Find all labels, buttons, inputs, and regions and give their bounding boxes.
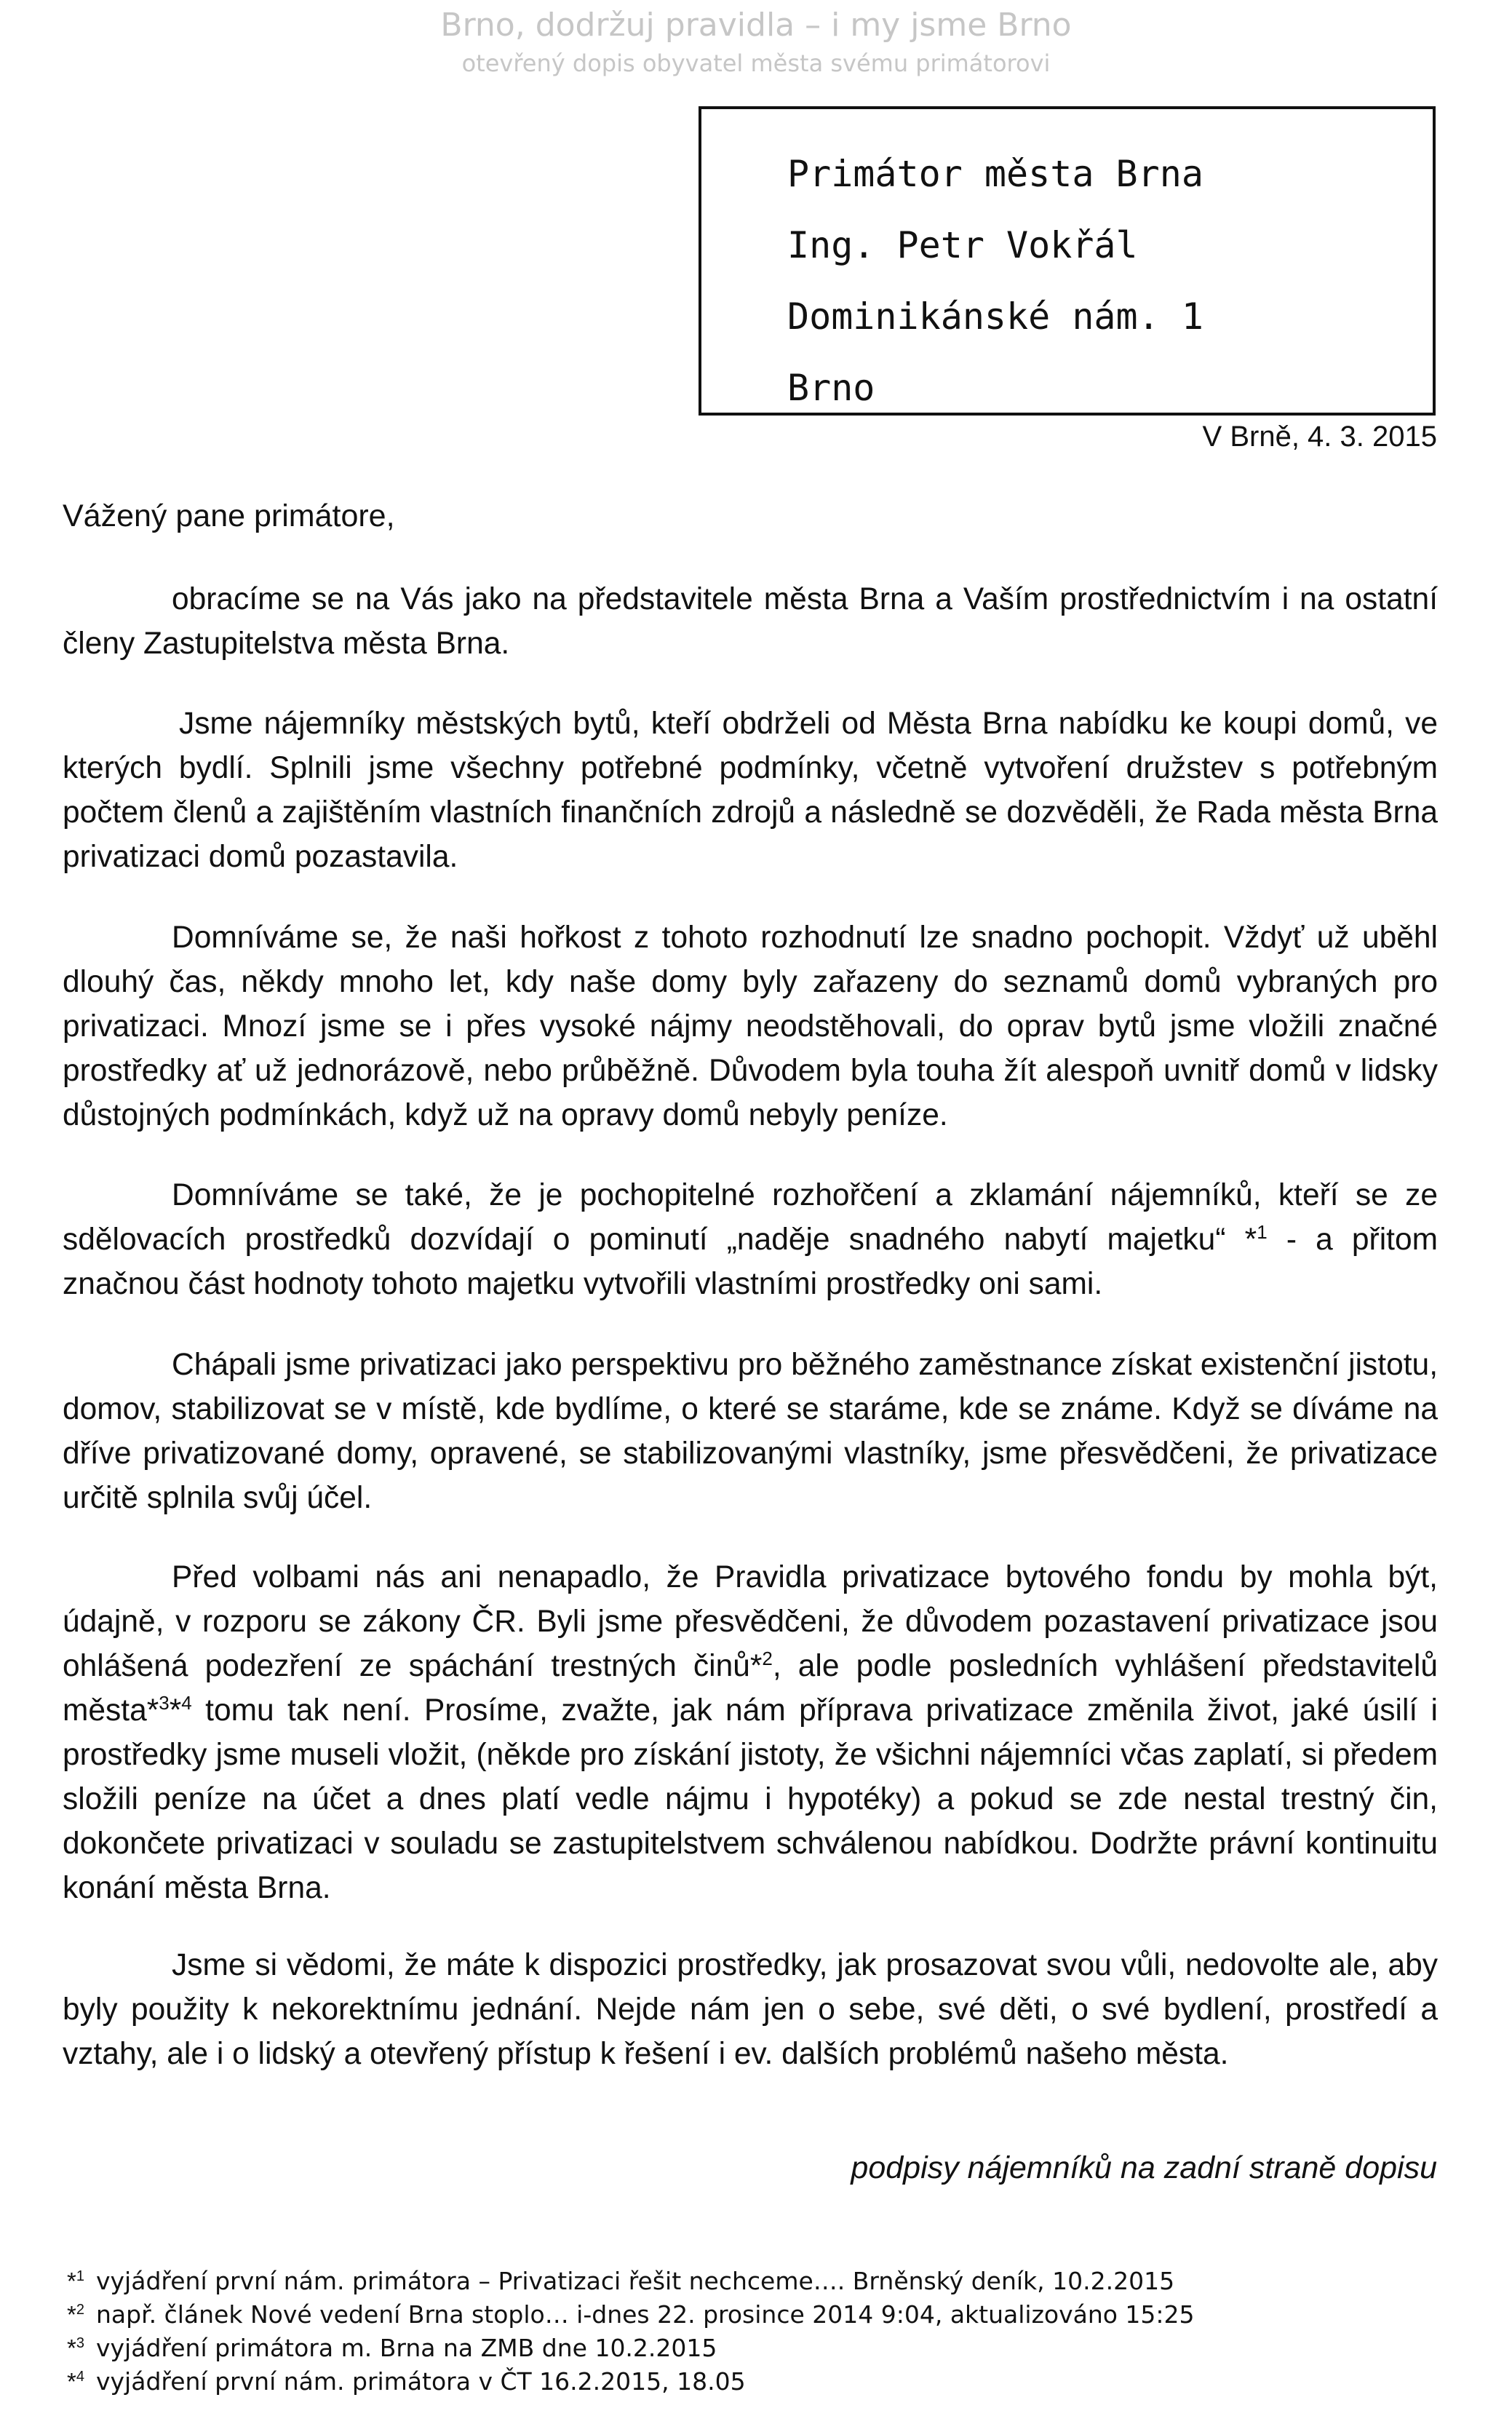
paragraph-text: tomu tak není. Prosíme, zvažte, jak nám příprava privatizace změnila život, jaké úsilí i prostředky jsme museli vložit, (někde pro získání jistoty, že všichni nájemníci včas zaplatí, si předem složili peníze na účet a dnes platí vedle nájmu i hypotéky) a pokud se zde nestal trestný čin, dokončete privatizaci v souladu se zastupitelstvem schválenou nabídkou. Dodržte právní kontinuitu konání města Brna. [63,1693,1438,1905]
footnote-1 [67,2267,1195,2300]
address-line-city: Brno [787,367,875,409]
footnote-text: např. článek Nové vedení Brna stoplo… i-dnes 22. prosince 2014 9:04, aktualizováno 15:25 [96,2300,1195,2329]
footnote-mark: *$^3$ [67,2334,84,2361]
header-title: Brno, dodržuj pravidla – i my jsme Brno [440,7,1072,44]
address-box [699,106,1436,416]
paragraph-text: Domníváme se také, že je pochopitelné rozhořčení a zklamání nájemníků, kteří se ze sdělovacích prostředků dozvídají o pominutí „naděje snadného nabytí majetku“ * [63,1178,1438,1257]
paragraph-text: , ale podle posledních vyhlášení představitelů města* [63,1649,1438,1728]
footnote-ref-3: 3 [159,1691,170,1714]
footnote-mark: *$^2$ [67,2301,84,2328]
paragraph-text: - a přitom značnou část hodnoty tohoto majetku vytvořili vlastními prostředky oni sami. [63,1223,1439,1301]
footnote-ref-1: 1 [1257,1220,1268,1243]
footnote-text: vyjádření primátora m. Brna na ZMB dne 10.2.2015 [96,2334,717,2362]
paragraph-text: * [169,1693,182,1728]
paragraph-text: Před volbami nás ani nenapadlo, že Pravidla privatizace bytového fondu by mohla být, údajně, v rozporu se zákony ČR. Byli jsme přesvědčeni, že důvodem pozastavení privatizace jsou ohlášená podezření ze spáchání trestných činů* [63,1560,1438,1683]
footnote-4 [67,2367,1195,2401]
letter-date: V Brně, 4. 3. 2015 [1202,421,1437,453]
footnote-mark: *$^1$ [67,2268,84,2294]
paragraph-disappointment [63,1173,1438,1306]
paragraph-bitterness: Domníváme se, že naši hořkost z tohoto rozhodnutí lze snadno pochopit. Vždyť už uběhl dlouhý čas, někdy mnoho let, kdy naše domy byly zařazeny do seznamů domů vybraných pro privatizaci. Mnozí jsme se i přes vysoké nájmy neodstěhovali, do oprav bytů jsme vložili značné prostředky ať už jednorázově, nebo průběžně. Důvodem byla touha žít alespoň uvnitř domů v lidsky důstojných podmínkách, když už na opravy domů nebyly peníze. [63,921,1438,1132]
footnote-text: vyjádření první nám. primátora – Privatizaci řešit nechceme…. Brněnský deník, 10.2.2015 [96,2267,1175,2295]
footnote-ref-4: 4 [181,1691,192,1714]
footnotes [67,2267,1195,2401]
paragraph-tenants: Jsme nájemníky městských bytů, kteří obdrželi od Města Brna nabídku ke koupi domů, ve kterých bydlí. Splnili jsme všechny potřebné podmínky, včetně vytvoření družstev s potřebným počtem členů a zajištěním vlastních finančních zdrojů a následně se dozvěděli, že Rada města Brna privatizaci domů pozastavila. [63,707,1438,874]
address-line-name: Ing. Petr Vokřál [787,224,1138,266]
paragraph-intro: obracíme se na Vás jako na představitele města Brna a Vaším prostřednictvím i na ostatní členy Zastupitelstva města Brna. [63,582,1438,661]
paragraph-perspective: Chápali jsme privatizaci jako perspektivu pro běžného zaměstnance získat existenční jistotu, domov, stabilizovat se v místě, kde bydlíme, o které se staráme, kde se známe. Když se díváme na dříve privatizované domy, opravené, se stabilizovanými vlastníky, jsme přesvědčeni, že privatizace určitě splnila svůj účel. [63,1348,1438,1515]
address-line-street: Dominikánské nám. 1 [787,295,1203,338]
signature-note: podpisy nájemníků na zadní straně dopisu [851,2150,1437,2185]
footnote-ref-2: 2 [762,1647,773,1669]
header-subtitle: otevřený dopis obyvatel města svému primátorovi [461,49,1051,77]
salutation: Vážený pane primátore, [63,498,395,533]
footnote-2 [67,2300,1195,2334]
footnote-mark: *$^4$ [67,2368,84,2395]
address-line-recipient: Primátor města Brna [787,153,1203,195]
footnote-text: vyjádření první nám. primátora v ČT 16.2.2015, 18.05 [96,2367,746,2396]
footnote-3 [67,2334,1195,2367]
paragraph-appeal: Jsme si vědomi, že máte k dispozici prostředky, jak prosazovat svou vůli, nedovolte ale, aby byly použity k nekorektnímu jednání. Nejde nám jen o sebe, své děti, o své bydlení, prostředí a vztahy, ale i o lidský a otevřený přístup k řešení i ev. dalších problémů našeho města. [63,1948,1438,2071]
paragraph-elections [63,1555,1438,1910]
